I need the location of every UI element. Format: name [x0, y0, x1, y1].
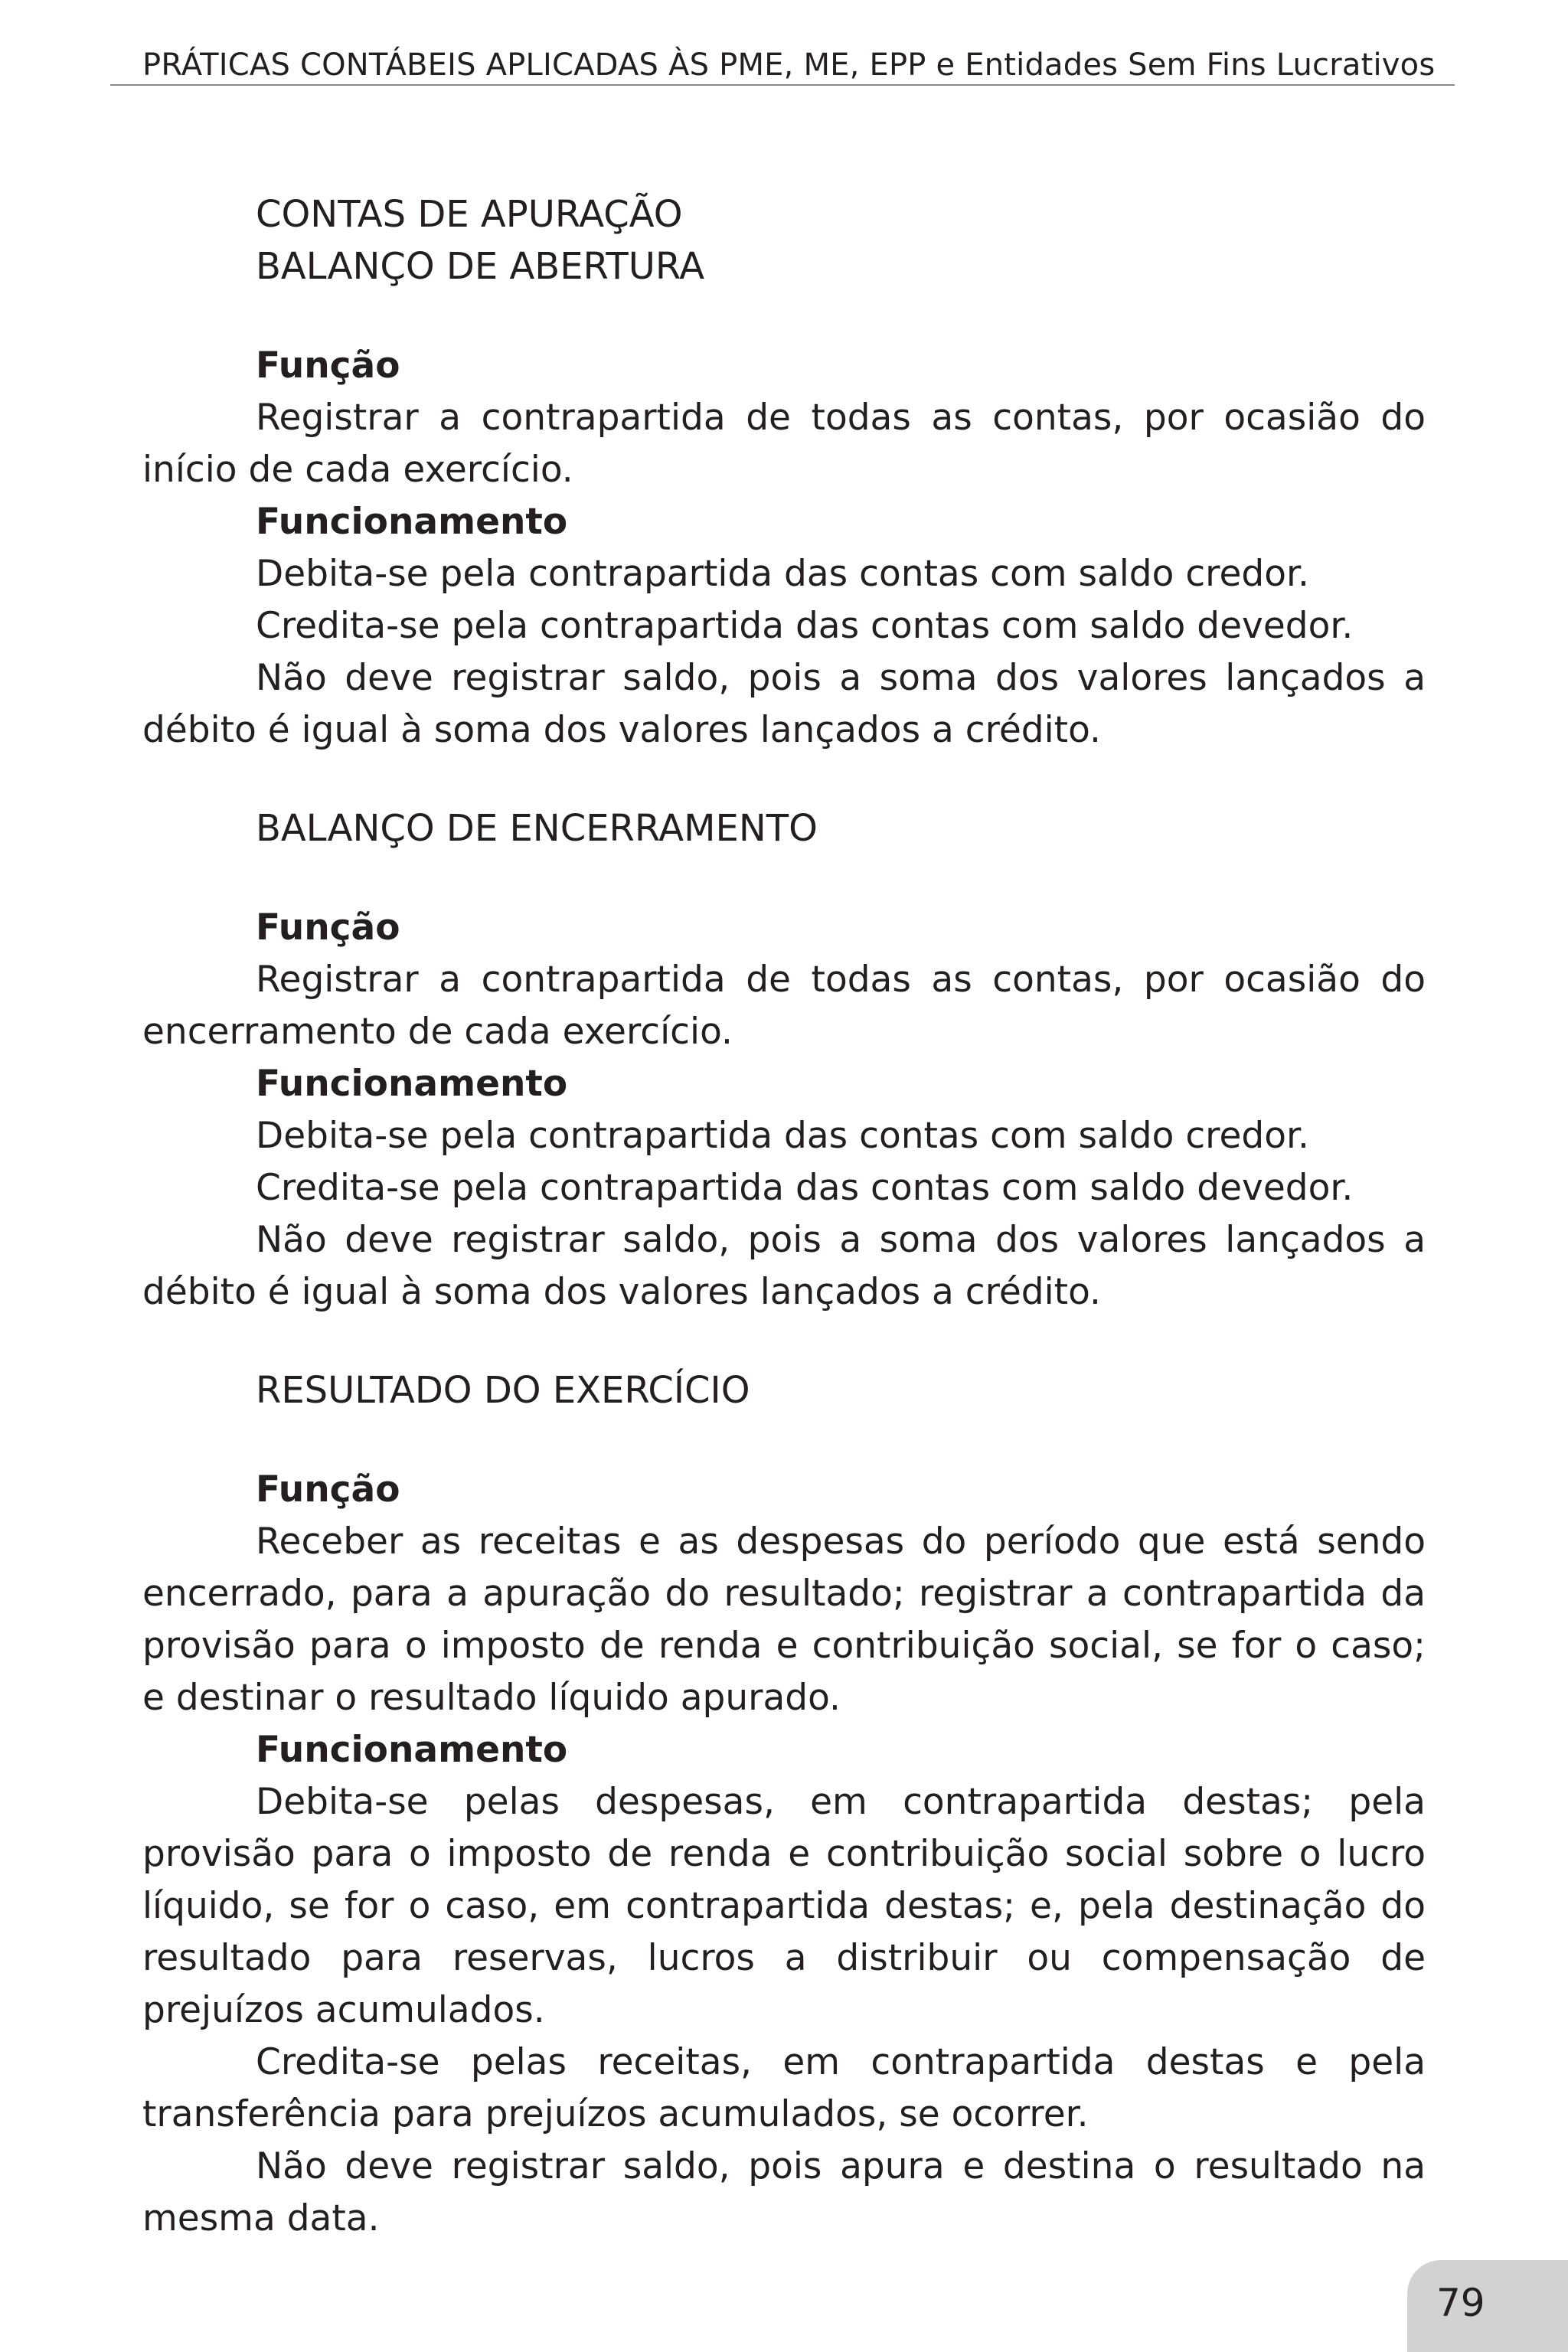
funcionamento-label: Funcionamento [256, 1729, 568, 1771]
page-content [142, 188, 1426, 2245]
section-title: RESULTADO DO EXERCÍCIO [256, 1369, 750, 1412]
funcao-text: Registrar a contrapartida de todas as contas, por ocasião do início de cada exercício. [142, 397, 1426, 491]
section-balanco-encerramento [142, 802, 1426, 1318]
funcao-label: Função [256, 906, 400, 949]
running-header-title: PRÁTICAS CONTÁBEIS APLICADAS ÀS PME, ME, EPP e Entidades Sem Fins Lucrativos [142, 47, 1436, 83]
funcionamento-paragraph: Não deve registrar saldo, pois apura e destina o resultado na mesma data. [142, 2145, 1426, 2239]
section-resultado-exercicio [142, 1364, 1426, 2245]
funcao-text: Registrar a contrapartida de todas as contas, por ocasião do encerramento de cada exercício. [142, 959, 1426, 1053]
funcionamento-paragraph: Não deve registrar saldo, pois a soma dos valores lançados a débito é igual à soma dos valores lançados a crédito. [142, 1219, 1426, 1313]
funcionamento-paragraph: Não deve registrar saldo, pois a soma dos valores lançados a débito é igual à soma dos valores lançados a crédito. [142, 657, 1426, 751]
funcionamento-paragraph: Debita-se pela contrapartida das contas com saldo credor. [256, 553, 1309, 595]
funcionamento-paragraph: Credita-se pela contrapartida das contas com saldo devedor. [256, 605, 1354, 647]
funcionamento-paragraph: Credita-se pela contrapartida das contas com saldo devedor. [256, 1167, 1354, 1209]
funcao-label: Função [256, 345, 400, 387]
running-header [110, 31, 1455, 86]
section-balanco-abertura [142, 240, 1426, 756]
funcionamento-label: Funcionamento [256, 501, 568, 543]
funcao-label: Função [256, 1468, 400, 1511]
page-number: 79 [1436, 2281, 1485, 2325]
funcao-text: Receber as receitas e as despesas do período que está sendo encerrado, para a apuração do resultado; registrar a contrapartida da provisão para o imposto de renda e contribuição social, se for o caso; e destinar o resultado líquido apurado. [142, 1521, 1426, 1719]
funcionamento-paragraph: Credita-se pelas receitas, em contrapartida destas e pela transferência para prejuízos acumulados, se ocorrer. [142, 2041, 1426, 2135]
section-title: BALANÇO DE ABERTURA [256, 245, 705, 288]
page-number-tab [1407, 2260, 1568, 2352]
section-title: BALANÇO DE ENCERRAMENTO [256, 807, 818, 850]
main-title: CONTAS DE APURAÇÃO [256, 193, 683, 236]
funcionamento-paragraph: Debita-se pelas despesas, em contrapartida destas; pela provisão para o imposto de renda e contribuição social sobre o lucro líquido, se for o caso, em contrapartida destas; e, pela destinação do resultado para reservas, lucros a distribuir ou compensação de prejuízos acumulados. [142, 1781, 1426, 2031]
funcionamento-paragraph: Debita-se pela contrapartida das contas com saldo credor. [256, 1115, 1309, 1157]
funcionamento-label: Funcionamento [256, 1063, 568, 1105]
